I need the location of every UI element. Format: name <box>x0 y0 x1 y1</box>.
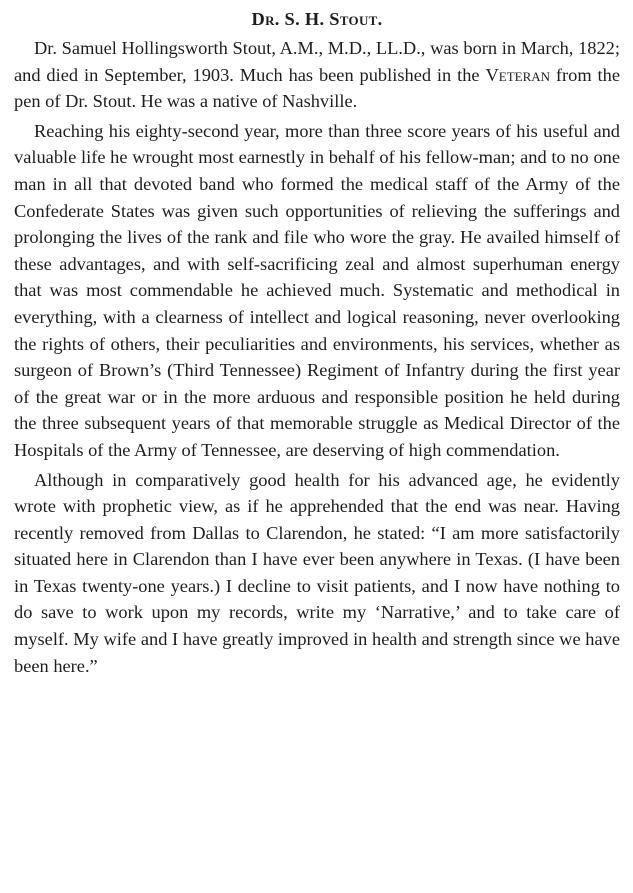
paragraph-biography-start: Dr. Samuel Hollingsworth Stout, A.M., M.D., LL.D., was born in March, 1822; and died in September, 1903. Much has been published in the <box>14 38 620 85</box>
paragraph-later-years: Although in comparatively good health for his advanced age, he evidently wrote with prophetic view, as if he apprehended that the end was near. Having recently removed from Dallas to Clarendon, he stated: “I am more satisfactorily situated here in Clarendon than I have ever been anywhere in Texas. (I have been in Texas twenty-one years.) I decline to visit patients, and I now have nothing to do save to work upon my records, write my ‘Narrative,’ and to take care of myself. My wife and I have greatly improved in health and strength since we have been here.” <box>14 469 620 676</box>
paragraph-biography-end: from the pen of Dr. Stout. He was a native of Nashville. <box>14 64 620 112</box>
paragraph-biography <box>14 35 620 115</box>
article <box>14 4 620 679</box>
veteran-publication-name: Veteran <box>485 64 551 85</box>
article-title: Dr. S. H. Stout. <box>251 9 383 29</box>
paragraph-service: Reaching his eighty-second year, more than three score years of his useful and valuable life he wrought most earnestly in behalf of his fellow-man; and to no one man in all that devoted band who formed the medical staff of the Army of the Confederate States was given such opportunities of relieving the sufferings and prolonging the lives of the rank and file who wore the gray. He availed himself of these advantages, and with self-sacrificing zeal and almost superhuman energy that was most commendable he achieved much. Systematic and methodical in everything, with a clearness of intellect and logical reasoning, never overlooking the rights of others, their peculiarities and environments, his services, whether as surgeon of Brown’s (Third Tennessee) Regiment of Infantry during the first year of the great war or in the more arduous and responsible position he held during the three subsequent years of that memorable struggle as Medical Director of the Hospitals of the Army of Tennessee, are deserving of high commendation. <box>14 120 620 460</box>
